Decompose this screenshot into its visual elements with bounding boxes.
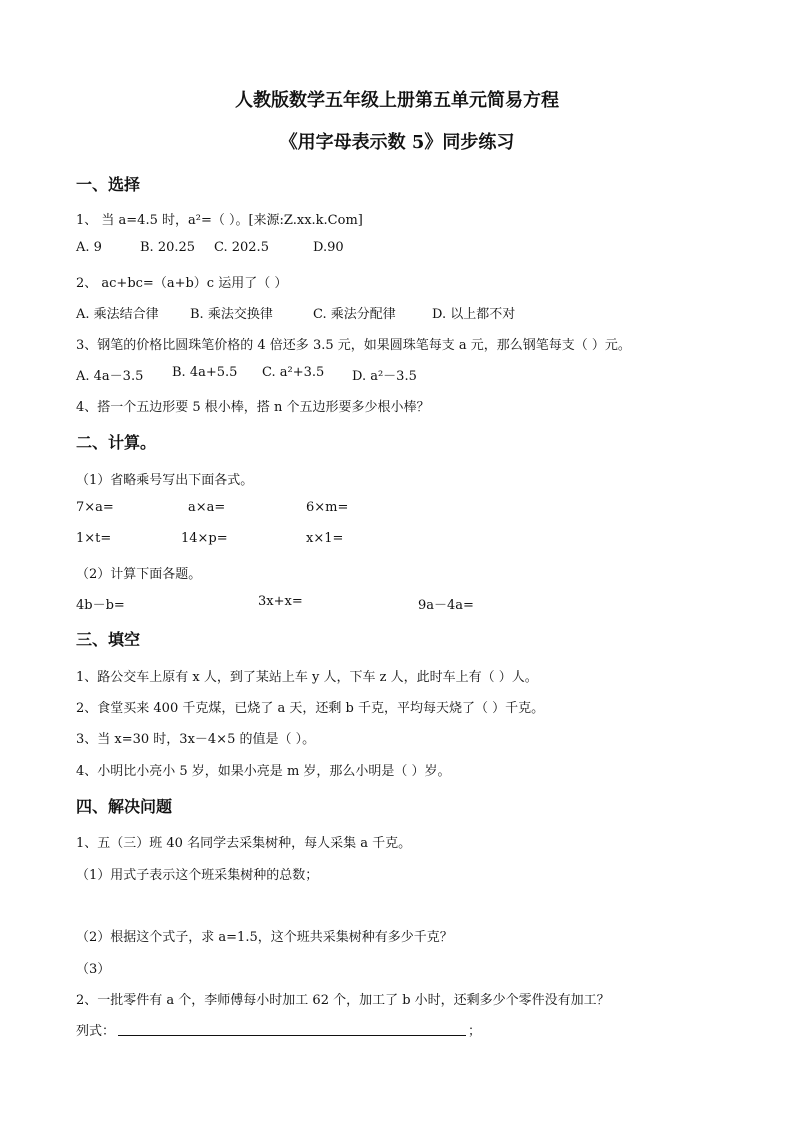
calc-item: a×a= [188,500,226,515]
answer-label: 列式： [76,1024,116,1039]
page-title: 人教版数学五年级上册第五单元简易方程 [235,90,559,111]
calc-part-1: （1）省略乘号写出下面各式。 [76,473,254,488]
solve-q1-part-2: （2）根据这个式子，求 a=1.5，这个班共采集树种有多少千克？ [76,930,453,945]
solve-question-1: 1、五（三）班 40 名同学去采集树种，每人采集 a 千克。 [76,836,412,851]
solve-q1-part-3: （3） [76,962,111,977]
choice-q2-option-b: B. 乘法交换律 [190,307,273,322]
section-heading-calc: 二、计算。 [76,433,157,452]
choice-q3-option-c: C. a²+3.5 [262,365,325,380]
section-heading-choice: 一、选择 [76,175,141,194]
calc-item: x×1= [306,531,344,546]
choice-q1-option-b: B. 20.25 [140,240,196,255]
calc-item: 3x+x= [258,594,303,609]
choice-q3-option-a: A. 4a－3.5 [76,369,144,384]
fill-question-4: 4、小明比小亮小 5 岁，如果小亮是 m 岁，那么小明是（ ）岁。 [76,764,451,779]
calc-item: 1×t= [76,531,112,546]
calc-part-2: （2）计算下面各题。 [76,567,202,582]
choice-question-3: 3、钢笔的价格比圆珠笔价格的 4 倍还多 3.5 元，如果圆珠笔每支 a 元，那么钢笔每支（ ）元。 [76,338,631,353]
calc-item: 9a－4a= [418,598,474,613]
calc-item: 14×p= [181,531,228,546]
calc-item: 6×m= [306,500,349,515]
page-subtitle: 《用字母表示数 5》同步练习 [279,132,515,153]
section-heading-solve: 四、解决问题 [76,797,173,816]
fill-question-1: 1、路公交车上原有 x 人，到了某站上车 y 人，下车 z 人，此时车上有（ ）人。 [76,670,538,685]
calc-item: 7×a= [76,500,114,515]
answer-blank-line[interactable] [118,1021,466,1036]
choice-q2-option-d: D. 以上都不对 [432,307,516,322]
choice-question-1: 1、 当 a=4.5 时，a²=（ ）。[来源:Z.xx.k.Com] [76,213,363,228]
answer-end-mark: ； [468,1024,482,1039]
calc-item: 4b－b= [76,598,125,613]
choice-q1-option-d: D.90 [313,240,344,255]
section-heading-fill: 三、填空 [76,630,141,649]
choice-q3-option-d: D. a²－3.5 [352,369,417,384]
choice-q3-option-b: B. 4a+5.5 [172,365,238,380]
choice-q2-option-a: A. 乘法结合律 [76,307,159,322]
choice-question-2: 2、 ac+bc=（a+b）c 运用了（ ） [76,276,288,291]
choice-q1-option-a: A. 9 [76,240,102,255]
choice-q1-option-c: C. 202.5 [214,240,269,255]
choice-q2-option-c: C. 乘法分配律 [313,307,396,322]
solve-question-2: 2、一批零件有 a 个，李师傅每小时加工 62 个，加工了 b 小时，还剩多少个零件没有加工？ [76,993,610,1008]
fill-question-2: 2、食堂买来 400 千克煤，已烧了 a 天，还剩 b 千克，平均每天烧了（ ）千克。 [76,701,545,716]
choice-question-4: 4、搭一个五边形要 5 根小棒，搭 n 个五边形要多少根小棒？ [76,400,430,415]
fill-question-3: 3、当 x=30 时，3x－4×5 的值是（ ）。 [76,732,316,747]
solve-q1-part-1: （1）用式子表示这个班采集树种的总数； [76,868,319,883]
